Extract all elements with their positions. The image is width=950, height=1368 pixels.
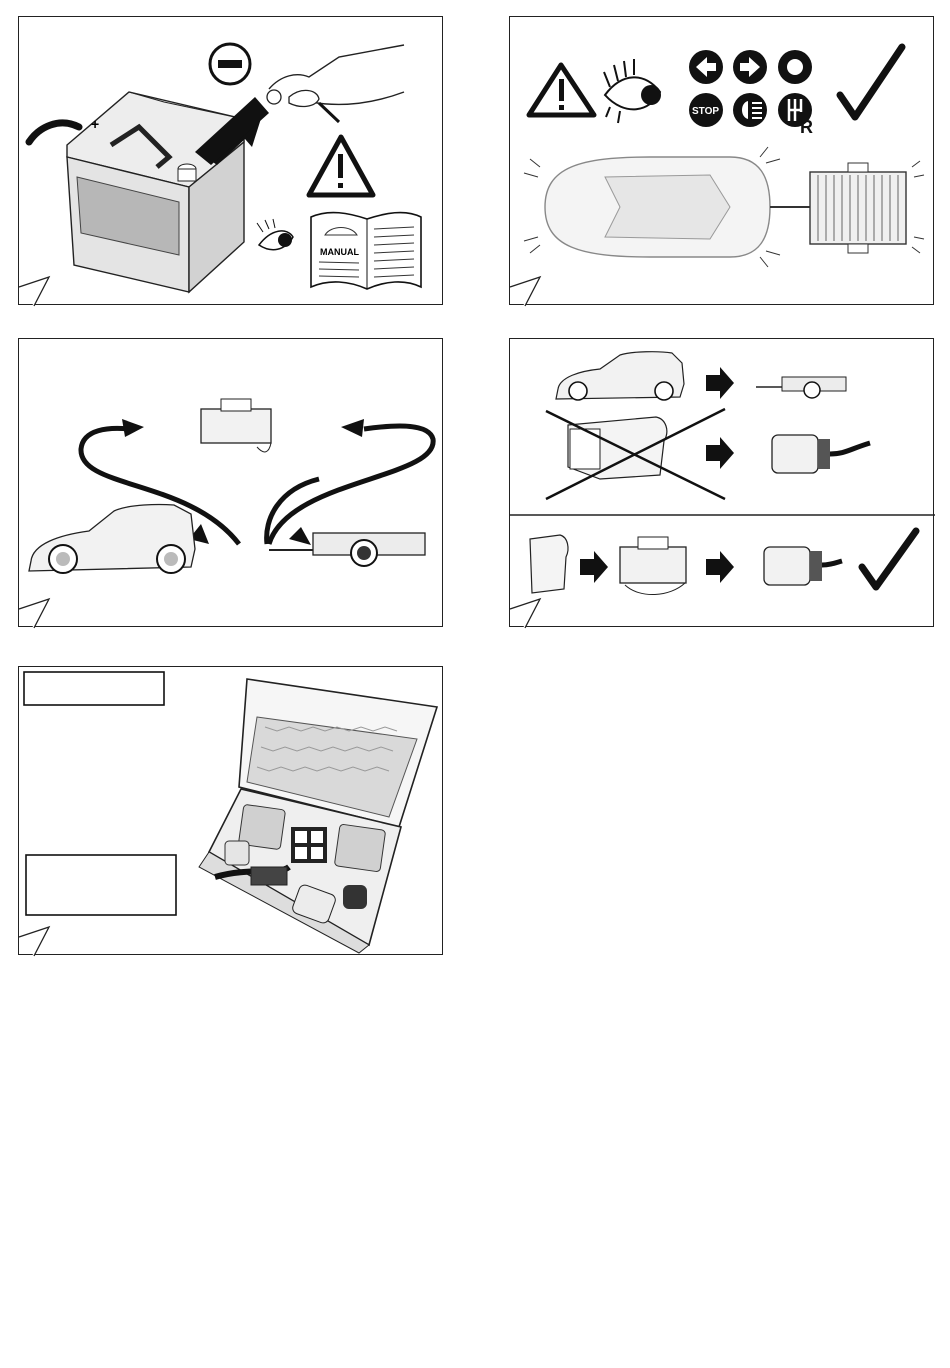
reverse-label: R — [800, 117, 813, 137]
panel-lights-check — [509, 16, 934, 305]
battery-plus-label: + — [91, 116, 100, 132]
eye-icon — [257, 219, 293, 250]
panel-connection-order — [509, 338, 934, 627]
kit-case-illustration — [19, 667, 444, 956]
trailer-plug — [764, 547, 842, 585]
car-top-view — [524, 147, 810, 267]
wiring-module — [620, 537, 686, 595]
panel-module-routing — [18, 338, 443, 627]
rear-bumper-sketch — [530, 535, 568, 593]
connection-order-illustration — [510, 339, 935, 628]
module-routing-illustration — [19, 339, 444, 628]
carry-case — [199, 679, 437, 953]
panel-battery-disconnect — [18, 16, 443, 305]
wiring-module — [201, 399, 271, 452]
car-side-view — [29, 505, 195, 573]
battery-illustration — [19, 17, 444, 306]
arrow-right-icon — [580, 551, 608, 583]
manual-label: MANUAL — [320, 247, 359, 257]
car-side-view — [556, 352, 684, 400]
checkmark-icon — [862, 531, 916, 587]
lights-check-illustration — [510, 17, 935, 306]
manual-book-icon — [311, 213, 421, 289]
rear-bumper-sketch — [568, 417, 667, 479]
fog-light-icon — [733, 93, 767, 127]
arrow-right-icon — [706, 551, 734, 583]
arrow-right-icon — [706, 367, 734, 399]
checkmark-icon — [840, 47, 902, 117]
arrow-right-icon — [706, 437, 734, 469]
trailer-plug — [772, 435, 870, 473]
trailer-top-view — [810, 161, 924, 253]
eye-icon — [604, 59, 661, 123]
trailer-side-view — [756, 377, 846, 398]
label-box-bottom — [26, 855, 176, 915]
label-box-top — [24, 672, 164, 705]
panel-kit-contents — [18, 666, 443, 955]
stop-label: STOP — [692, 106, 720, 117]
